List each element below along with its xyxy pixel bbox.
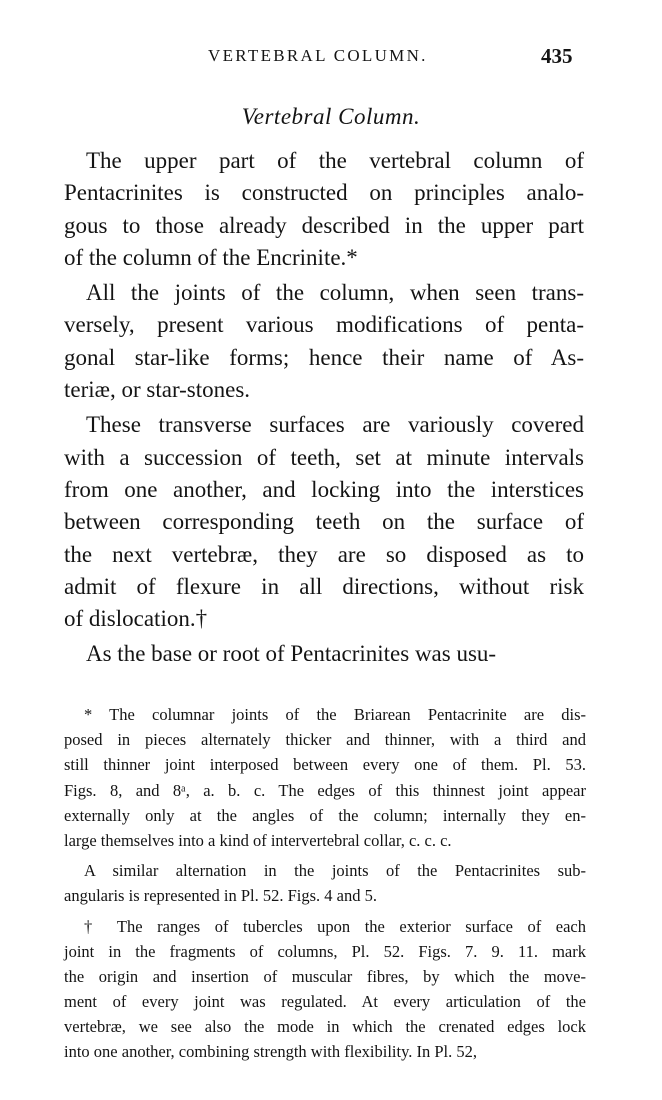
- footnote-line: posed in pieces alternately thicker and thinner, with a third and: [64, 730, 586, 750]
- footnote-line: still thinner joint interposed between every one of them. Pl. 53.: [64, 755, 586, 775]
- body-line: Pentacrinites is constructed on principles analo-: [64, 180, 584, 206]
- body-line: teriæ, or star-stones.: [64, 377, 251, 403]
- body-line: These transverse surfaces are variously covered: [86, 412, 584, 438]
- footnote-line: angularis is represented in Pl. 52. Figs. 4 and 5.: [64, 886, 378, 906]
- footnote-line: A similar alternation in the joints of the Pentacrinites sub-: [84, 861, 586, 881]
- footnote-line: † The ranges of tubercles upon the exterior surface of each: [84, 916, 586, 936]
- footnote-line: the origin and insertion of muscular fibres, by which the move-: [64, 966, 586, 986]
- footnote-line: joint in the fragments of columns, Pl. 52. Figs. 7. 9. 11. mark: [64, 941, 586, 961]
- footnote-line: Figs. 8, and 8ᵃ, a. b. c. The edges of this thinnest joint appear: [64, 780, 586, 800]
- body-text: [64, 145, 584, 671]
- footnote-line: * The columnar joints of the Briarean Pentacrinite are dis-: [84, 705, 586, 724]
- body-line: As the base or root of Pentacrinites was usu-: [86, 641, 497, 667]
- body-line: the next vertebræ, they are so disposed as to: [64, 541, 584, 567]
- body-line: The upper part of the vertebral column of: [86, 148, 584, 173]
- footnote-line: large themselves into a kind of intervertebral collar, c. c. c.: [64, 830, 452, 850]
- section-title: Vertebral Column.: [241, 104, 421, 129]
- body-line: with a succession of teeth, set at minute intervals: [64, 444, 584, 470]
- running-header: [0, 44, 662, 74]
- footnote-line: into one another, combining strength with flexibility. In Pl. 52,: [64, 1042, 478, 1062]
- body-line: versely, present various modifications of penta-: [64, 312, 584, 338]
- footnotes: [64, 702, 586, 1065]
- page-number: 435: [541, 44, 573, 68]
- body-line: of the column of the Encrinite.*: [64, 244, 358, 270]
- footnote-line: vertebræ, we see also the mode in which the crenated edges lock: [64, 1017, 586, 1037]
- body-line: gous to those already described in the upper part: [64, 212, 584, 238]
- body-line: from one another, and locking into the interstices: [64, 476, 584, 502]
- body-line: between corresponding teeth on the surface of: [64, 509, 584, 535]
- running-title: VERTEBRAL COLUMN.: [208, 46, 428, 65]
- body-line: of dislocation.†: [64, 606, 208, 632]
- body-line: admit of flexure in all directions, without risk: [64, 573, 584, 599]
- footnote-line: externally only at the angles of the column; internally they en-: [64, 805, 586, 825]
- footnote-line: ment of every joint was regulated. At every articulation of the: [64, 992, 586, 1012]
- body-line: gonal star-like forms; hence their name of As-: [64, 344, 584, 370]
- body-line: All the joints of the column, when seen trans-: [86, 280, 584, 306]
